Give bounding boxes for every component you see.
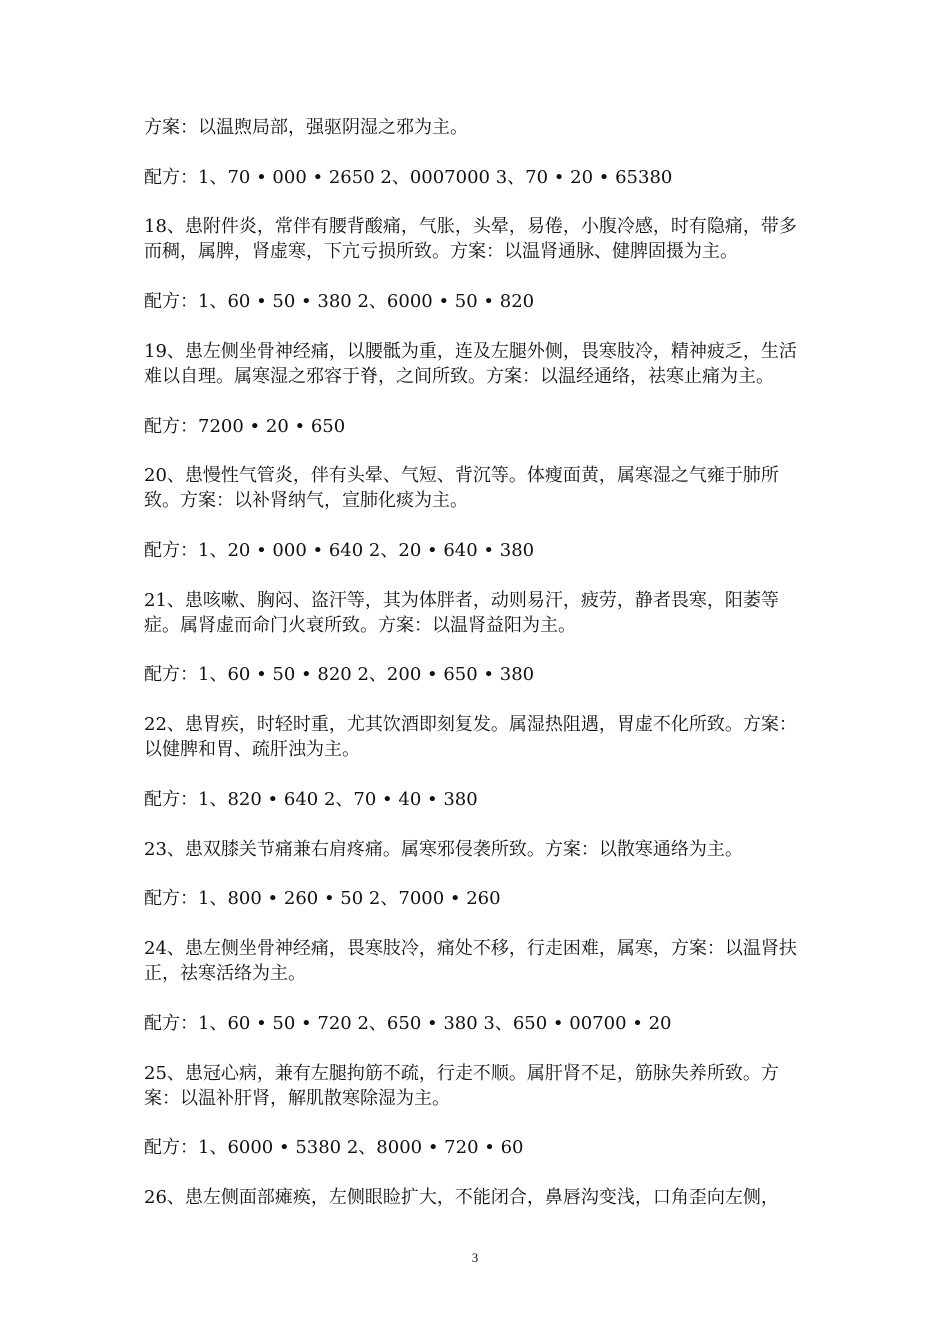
paragraph-case-19: 19、患左侧坐骨神经痛，以腰骶为重，连及左腿外侧，畏寒肢冷，精神疲乏，生活难以自理。属寒湿之邪容于脊，之间所致。方案：以温经通络，祛寒止痛为主。: [144, 341, 797, 387]
paragraph-formula-18: 配方：1、60 • 50 • 380 2、6000 • 50 • 820: [144, 291, 535, 312]
paragraph-formula-25: 配方：1、6000 • 5380 2、8000 • 720 • 60: [144, 1137, 524, 1158]
paragraph-formula-17: 配方：1、70 • 000 • 2650 2、0007000 3、70 • 20 • 65380: [144, 167, 673, 188]
paragraph-case-22: 22、患胃疾，时轻时重，尤其饮酒即刻复发。属湿热阻遇，胃虚不化所致。方案：以健脾和胃、疏肝浊为主。: [144, 714, 797, 760]
page-number: 3: [471, 1250, 479, 1265]
paragraph-case-25: 25、患冠心病，兼有左腿拘筋不疏，行走不顺。属肝肾不足，筋脉失养所致。方案：以温补肝肾，解肌散寒除湿为主。: [144, 1063, 779, 1109]
paragraph-case-20: 20、患慢性气管炎，伴有头晕、气短、背沉等。体瘦面黄，属寒湿之气雍于肺所致。方案：以补肾纳气，宣肺化痰为主。: [144, 465, 779, 511]
paragraph-case-26: 26、患左侧面部瘫痪，左侧眼睑扩大，不能闭合，鼻唇沟变浅，口角歪向左侧，: [144, 1187, 779, 1208]
paragraph-formula-23: 配方：1、800 • 260 • 50 2、7000 • 260: [144, 888, 501, 909]
paragraph-plan-intro: 方案：以温煦局部，强驱阴湿之邪为主。: [144, 117, 468, 138]
paragraph-formula-22: 配方：1、820 • 640 2、70 • 40 • 380: [144, 789, 478, 810]
paragraph-formula-24: 配方：1、60 • 50 • 720 2、650 • 380 3、650 • 00700 • 20: [144, 1013, 672, 1034]
paragraph-case-24: 24、患左侧坐骨神经痛，畏寒肢冷，痛处不移，行走困难，属寒，方案：以温肾扶正，祛寒活络为主。: [144, 938, 797, 984]
paragraph-case-18: 18、患附件炎，常伴有腰背酸痛，气胀，头晕，易倦，小腹冷感，时有隐痛，带多而稠，属脾，肾虚寒，下亢亏损所致。方案：以温肾通脉、健脾固摄为主。: [144, 216, 797, 262]
paragraph-formula-21: 配方：1、60 • 50 • 820 2、200 • 650 • 380: [144, 664, 535, 685]
paragraph-case-21: 21、患咳嗽、胸闷、盗汗等，其为体胖者，动则易汗，疲劳，静者畏寒，阳萎等症。属肾虚而命门火衰所致。方案：以温肾益阳为主。: [144, 590, 779, 636]
paragraph-formula-19: 配方：7200 • 20 • 650: [144, 416, 346, 437]
paragraph-formula-20: 配方：1、20 • 000 • 640 2、20 • 640 • 380: [144, 540, 535, 561]
paragraph-case-23: 23、患双膝关节痛兼右肩疼痛。属寒邪侵袭所致。方案：以散寒通络为主。: [144, 839, 743, 860]
